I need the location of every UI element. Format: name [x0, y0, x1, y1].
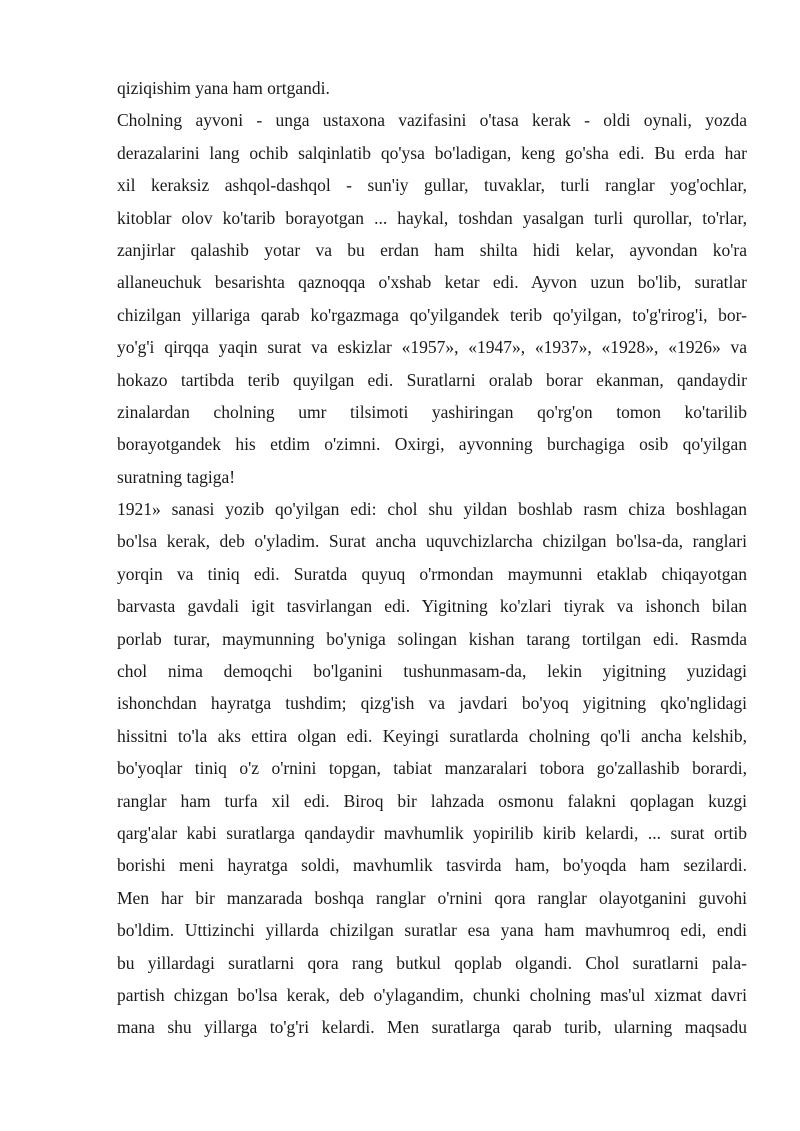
text-line: borayotgandek his etdim o'zimni. Oxirgi, ayvonning burchagiga osib qo'yilgan	[117, 434, 747, 455]
text-line: bo'ldim. Uttizinchi yillarda chizilgan suratlar esa yana ham mavhumroq edi, endi	[117, 920, 747, 941]
text-line: Cholning ayvoni - unga ustaxona vazifasini o'tasa kerak - oldi oynali, yozda	[117, 110, 747, 131]
text-line: bo'yoqlar tiniq o'z o'rnini topgan, tabiat manzaralari tobora go'zallashib borardi,	[117, 758, 747, 779]
text-line: suratning tagiga!	[117, 466, 236, 487]
text-line: 1921» sanasi yozib qo'yilgan edi: chol shu yildan boshlab rasm chiza boshlagan	[117, 499, 747, 520]
text-line: chizilgan yillariga qarab ko'rgazmaga qo'yilgandek terib qo'yilgan, to'g'rirog'i, bor-	[117, 304, 747, 325]
text-line: Men har bir manzarada boshqa ranglar o'rnini qora ranglar olayotganini guvohi	[117, 887, 747, 908]
text-line: ranglar ham turfa xil edi. Biroq bir lahzada osmonu falakni qoplagan kuzgi	[117, 790, 747, 811]
text-line: zinalardan cholning umr tilsimoti yashiringan qo'rg'on tomon ko'tarilib	[117, 401, 747, 422]
document-page	[117, 72, 747, 1044]
text-line: bu yillardagi suratlarni qora rang butkul qoplab olgandi. Chol suratlarni pala-	[117, 952, 747, 973]
text-line: xil keraksiz ashqol-dashqol - sun'iy gullar, tuvaklar, turli ranglar yog'ochlar,	[117, 175, 747, 196]
text-line: yo'g'i qirqqa yaqin surat va eskizlar «1957», «1947», «1937», «1928», «1926» va	[117, 337, 747, 358]
text-line: porlab turar, maymunning bo'yniga solingan kishan tarang tortilgan edi. Rasmda	[117, 628, 747, 649]
text-line: barvasta gavdali igit tasvirlangan edi. Yigitning ko'zlari tiyrak va ishonch bilan	[117, 596, 747, 617]
text-line: bo'lsa kerak, deb o'yladim. Surat ancha uquvchizlarcha chizilgan bo'lsa-da, ranglari	[117, 531, 747, 552]
text-line: ishonchdan hayratga tushdim; qizg'ish va javdari bo'yoq yigitning qko'nglidagi	[117, 693, 747, 714]
text-line: yorqin va tiniq edi. Suratda quyuq o'rmondan maymunni etaklab chiqayotgan	[117, 563, 747, 584]
text-line: kitoblar olov ko'tarib borayotgan ... haykal, toshdan yasalgan turli qurollar, to'rlar,	[117, 207, 747, 228]
text-line: zanjirlar qalashib yotar va bu erdan ham shilta hidi kelar, ayvondan ko'ra	[117, 239, 747, 260]
text-line: hissitni to'la aks ettira olgan edi. Keyingi suratlarda cholning qo'li ancha kelshib,	[117, 725, 747, 746]
text-line: derazalarini lang ochib salqinlatib qo'ysa bo'ladigan, keng go'sha edi. Bu erda har	[117, 142, 747, 163]
text-line: hokazo tartibda terib quyilgan edi. Suratlarni oralab borar ekanman, qandaydir	[117, 369, 747, 390]
text-line: borishi meni hayratga soldi, mavhumlik tasvirda ham, bo'yoqda ham sezilardi.	[117, 855, 747, 876]
text-line: qarg'alar kabi suratlarga qandaydir mavhumlik yopirilib kirib kelardi, ... surat ortib	[117, 822, 747, 843]
text-line: qiziqishim yana ham ortgandi.	[117, 78, 330, 98]
text-line: partish chizgan bo'lsa kerak, deb o'ylagandim, chunki cholning mas'ul xizmat davri	[117, 984, 747, 1005]
text-line: allaneuchuk besarishta qaznoqqa o'xshab ketar edi. Ayvon uzun bo'lib, suratlar	[117, 272, 747, 293]
text-line: mana shu yillarga to'g'ri kelardi. Men suratlarga qarab turib, ularning maqsadu	[117, 1017, 747, 1038]
text-line: chol nima demoqchi bo'lganini tushunmasam-da, lekin yigitning yuzidagi	[117, 661, 747, 682]
